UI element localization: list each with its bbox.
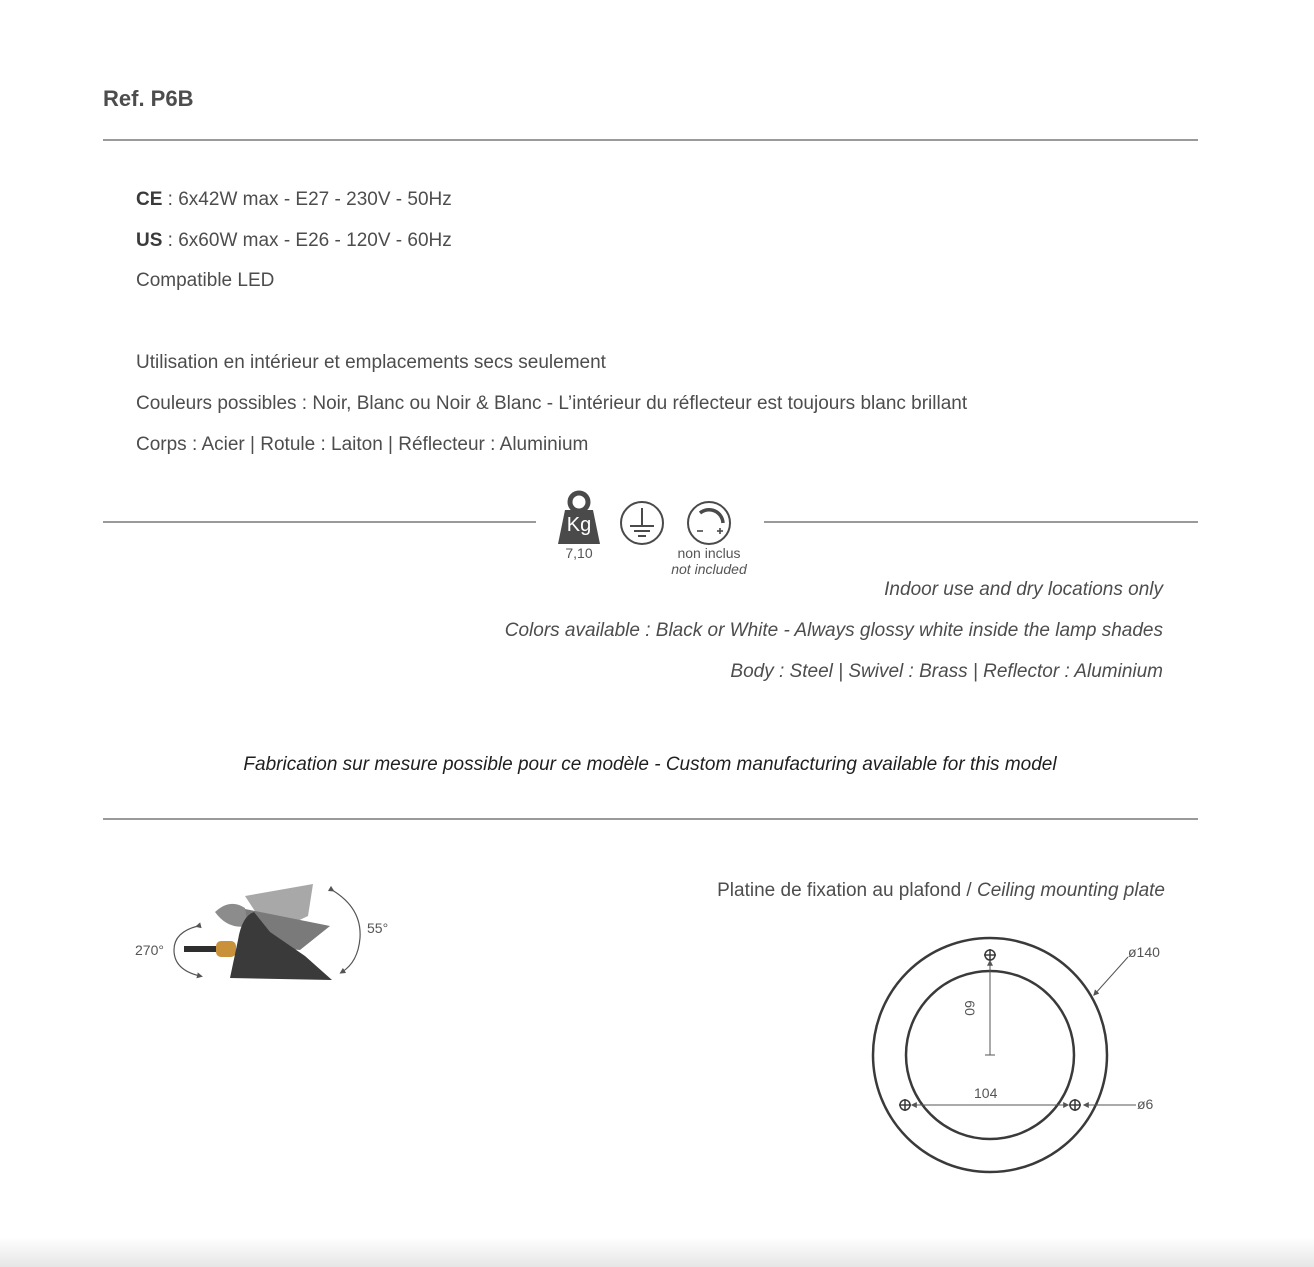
radius-dimension-label: 60 [961,1000,978,1016]
mounting-plate-title-fr: Platine de fixation au plafond / [717,880,977,901]
dimmer-caption-en: not included [671,561,747,577]
icons-divider-right [764,521,1198,523]
colors-fr: Couleurs possibles : Noir, Blanc ou Noir & Blanc - L’intérieur du réflecteur est toujours blanc brillant [136,393,968,414]
weight-symbol: Kg [566,514,592,536]
brass-swivel [216,941,236,957]
usage-fr: Utilisation en intérieur et emplacements secs seulement [136,352,606,373]
ce-value: : 6x42W max - E27 - 230V - 50Hz [162,189,452,210]
materials-fr: Corps : Acier | Rotule : Laiton | Réflecteur : Aluminium [136,434,589,455]
usage-en: Indoor use and dry locations only [884,579,1163,600]
icons-divider-left [103,521,536,523]
mounting-plate-title [717,880,1165,902]
vertical-rotation-label: 55° [367,920,389,936]
materials-en: Body : Steel | Swivel : Brass | Reflector : Aluminium [730,661,1163,682]
bottom-divider [103,818,1198,820]
custom-manufacturing-note: Fabrication sur mesure possible pour ce modèle - Custom manufacturing available for this model [243,754,1057,775]
hole-spacing-label: 104 [974,1085,998,1101]
us-spec [136,230,452,252]
reference-title: Ref. P6B [103,86,194,111]
vertical-rotation-arrow [332,890,360,972]
ce-label: CE [136,189,163,210]
lamp-rotation-diagram [170,878,375,988]
mounting-plate-title-en: Ceiling mounting plate [976,880,1165,901]
page-bottom-edge [0,1237,1314,1267]
us-value: : 6x60W max - E26 - 120V - 60Hz [162,230,452,251]
colors-en: Colors available : Black or White - Always glossy white inside the lamp shades [504,620,1163,641]
hole-diameter-label: ø6 [1137,1096,1154,1112]
us-label: US [136,230,163,251]
horizontal-rotation-label: 270° [135,942,164,958]
dimmer-icon [686,500,732,546]
dimmer-caption-fr: non inclus [677,545,741,561]
ce-spec [136,189,452,211]
outer-diameter-label: ø140 [1128,944,1160,960]
weight-value: 7,10 [565,545,593,561]
ground-icon [619,500,665,546]
top-divider [103,139,1198,141]
mounting-plate-drawing [860,925,1160,1185]
led-compat: Compatible LED [136,270,275,291]
